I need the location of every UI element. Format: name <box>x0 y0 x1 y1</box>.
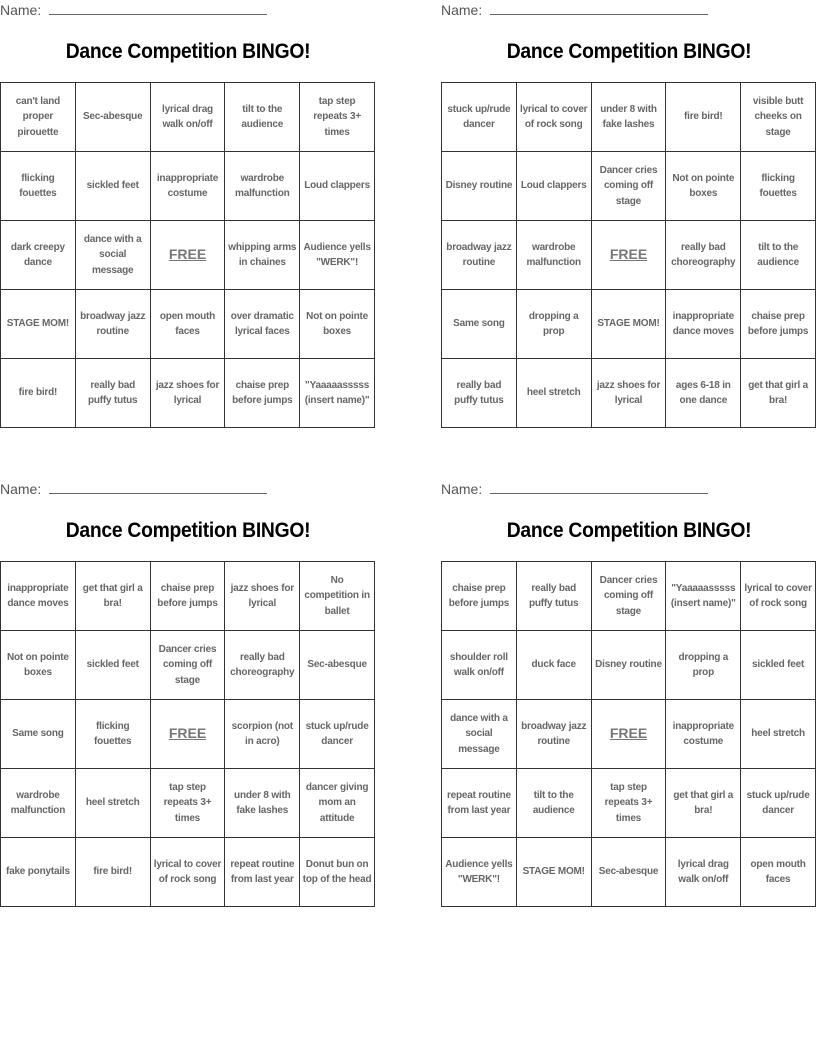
bingo-square: whipping arms in chaines <box>225 221 300 290</box>
bingo-square: inappropriate costume <box>666 700 741 769</box>
bingo-square: really bad puffy tutus <box>75 359 150 428</box>
bingo-square: jazz shoes for lyrical <box>591 359 666 428</box>
bingo-row <box>1 83 375 152</box>
bingo-square: duck face <box>516 631 591 700</box>
name-blank-line[interactable] <box>490 479 708 494</box>
bingo-square: Donut bun on top of the head <box>300 838 375 907</box>
bingo-grid <box>441 82 816 428</box>
name-blank-line[interactable] <box>490 0 708 15</box>
bingo-square: stuck up/rude dancer <box>442 83 517 152</box>
bingo-square: dark creepy dance <box>1 221 76 290</box>
bingo-square: inappropriate costume <box>150 152 225 221</box>
bingo-square: really bad puffy tutus <box>442 359 517 428</box>
bingo-square: lyrical drag walk on/off <box>150 83 225 152</box>
bingo-row <box>1 221 375 290</box>
bingo-square: chaise prep before jumps <box>225 359 300 428</box>
bingo-row <box>1 631 375 700</box>
bingo-square: under 8 with fake lashes <box>225 769 300 838</box>
bingo-square: jazz shoes for lyrical <box>150 359 225 428</box>
bingo-square: broadway jazz routine <box>442 221 517 290</box>
bingo-square: lyrical to cover of rock song <box>150 838 225 907</box>
name-field <box>441 0 708 22</box>
bingo-square: flicking fouettes <box>1 152 76 221</box>
bingo-square: really bad puffy tutus <box>516 562 591 631</box>
bingo-square: heel stretch <box>516 359 591 428</box>
name-label: Name: <box>0 481 46 497</box>
bingo-square: dance with a social message <box>442 700 517 769</box>
bingo-square: STAGE MOM! <box>516 838 591 907</box>
bingo-square: tap step repeats 3+ times <box>591 769 666 838</box>
bingo-square: flicking fouettes <box>75 700 150 769</box>
bingo-square: under 8 with fake lashes <box>591 83 666 152</box>
bingo-square: STAGE MOM! <box>1 290 76 359</box>
bingo-row <box>442 221 816 290</box>
bingo-square: over dramatic lyrical faces <box>225 290 300 359</box>
bingo-square: Not on pointe boxes <box>1 631 76 700</box>
name-label: Name: <box>0 2 46 18</box>
name-field <box>0 0 267 22</box>
bingo-square: inappropriate dance moves <box>666 290 741 359</box>
bingo-square: open mouth faces <box>741 838 816 907</box>
bingo-square: Audience yells "WERK"! <box>442 838 517 907</box>
bingo-square: broadway jazz routine <box>75 290 150 359</box>
bingo-square: stuck up/rude dancer <box>741 769 816 838</box>
name-label: Name: <box>441 2 487 18</box>
bingo-square: get that girl a bra! <box>666 769 741 838</box>
bingo-square: "Yaaaaasssss (insert name)" <box>300 359 375 428</box>
bingo-square: lyrical to cover of rock song <box>741 562 816 631</box>
bingo-square: fake ponytails <box>1 838 76 907</box>
bingo-square: repeat routine from last year <box>225 838 300 907</box>
bingo-row <box>1 290 375 359</box>
bingo-square: Dancer cries coming off stage <box>591 562 666 631</box>
bingo-square: really bad choreography <box>666 221 741 290</box>
card-title: Dance Competition BINGO! <box>65 40 311 63</box>
bingo-row <box>442 631 816 700</box>
bingo-square: Sec-abesque <box>300 631 375 700</box>
bingo-square: dropping a prop <box>666 631 741 700</box>
bingo-square: can't land proper pirouette <box>1 83 76 152</box>
name-label: Name: <box>441 481 487 497</box>
card-title: Dance Competition BINGO! <box>506 519 752 542</box>
bingo-square: Not on pointe boxes <box>666 152 741 221</box>
bingo-square: shoulder roll walk on/off <box>442 631 517 700</box>
bingo-square: lyrical drag walk on/off <box>666 838 741 907</box>
bingo-square: wardrobe malfunction <box>1 769 76 838</box>
bingo-square: lyrical to cover of rock song <box>516 83 591 152</box>
bingo-row <box>1 769 375 838</box>
bingo-square: tilt to the audience <box>741 221 816 290</box>
bingo-square: Sec-abesque <box>591 838 666 907</box>
bingo-square: scorpion (not in acro) <box>225 700 300 769</box>
bingo-square: sickled feet <box>741 631 816 700</box>
bingo-square: get that girl a bra! <box>75 562 150 631</box>
bingo-square: dropping a prop <box>516 290 591 359</box>
bingo-row <box>1 359 375 428</box>
bingo-square: Not on pointe boxes <box>300 290 375 359</box>
bingo-row <box>442 838 816 907</box>
bingo-row <box>1 838 375 907</box>
bingo-row <box>442 152 816 221</box>
bingo-square: really bad choreography <box>225 631 300 700</box>
free-space: FREE <box>591 221 666 290</box>
bingo-square: fire bird! <box>75 838 150 907</box>
bingo-square: jazz shoes for lyrical <box>225 562 300 631</box>
bingo-row <box>442 700 816 769</box>
bingo-row <box>1 562 375 631</box>
bingo-square: tap step repeats 3+ times <box>150 769 225 838</box>
bingo-square: heel stretch <box>741 700 816 769</box>
bingo-square: Dancer cries coming off stage <box>591 152 666 221</box>
bingo-square: chaise prep before jumps <box>741 290 816 359</box>
bingo-row <box>442 359 816 428</box>
bingo-square: heel stretch <box>75 769 150 838</box>
bingo-square: "Yaaaaasssss (insert name)" <box>666 562 741 631</box>
name-blank-line[interactable] <box>49 479 267 494</box>
bingo-square: visible butt cheeks on stage <box>741 83 816 152</box>
bingo-square: get that girl a bra! <box>741 359 816 428</box>
bingo-square: wardrobe malfunction <box>225 152 300 221</box>
bingo-square: Same song <box>442 290 517 359</box>
bingo-square: Loud clappers <box>516 152 591 221</box>
bingo-grid <box>0 561 375 907</box>
bingo-square: ages 6-18 in one dance <box>666 359 741 428</box>
bingo-square: open mouth faces <box>150 290 225 359</box>
bingo-square: tilt to the audience <box>225 83 300 152</box>
free-space: FREE <box>591 700 666 769</box>
bingo-square: Disney routine <box>442 152 517 221</box>
bingo-square: dance with a social message <box>75 221 150 290</box>
card-title: Dance Competition BINGO! <box>65 519 311 542</box>
bingo-square: Loud clappers <box>300 152 375 221</box>
name-field <box>441 479 708 501</box>
free-space: FREE <box>150 221 225 290</box>
bingo-grid <box>441 561 816 907</box>
bingo-square: Audience yells "WERK"! <box>300 221 375 290</box>
bingo-square: tap step repeats 3+ times <box>300 83 375 152</box>
bingo-row <box>1 152 375 221</box>
bingo-square: fire bird! <box>666 83 741 152</box>
bingo-grid <box>0 82 375 428</box>
bingo-square: Disney routine <box>591 631 666 700</box>
bingo-row <box>442 769 816 838</box>
bingo-square: inappropriate dance moves <box>1 562 76 631</box>
free-space: FREE <box>150 700 225 769</box>
bingo-square: No competition in ballet <box>300 562 375 631</box>
name-blank-line[interactable] <box>49 0 267 15</box>
bingo-square: STAGE MOM! <box>591 290 666 359</box>
name-field <box>0 479 267 501</box>
bingo-square: Sec-abesque <box>75 83 150 152</box>
bingo-square: dancer giving mom an attitude <box>300 769 375 838</box>
bingo-square: broadway jazz routine <box>516 700 591 769</box>
bingo-square: repeat routine from last year <box>442 769 517 838</box>
bingo-row <box>442 290 816 359</box>
bingo-square: Dancer cries coming off stage <box>150 631 225 700</box>
bingo-square: sickled feet <box>75 631 150 700</box>
bingo-square: stuck up/rude dancer <box>300 700 375 769</box>
bingo-row <box>442 83 816 152</box>
bingo-square: wardrobe malfunction <box>516 221 591 290</box>
bingo-square: tilt to the audience <box>516 769 591 838</box>
bingo-square: fire bird! <box>1 359 76 428</box>
bingo-row <box>442 562 816 631</box>
bingo-square: flicking fouettes <box>741 152 816 221</box>
bingo-row <box>1 700 375 769</box>
card-title: Dance Competition BINGO! <box>506 40 752 63</box>
bingo-square: Same song <box>1 700 76 769</box>
bingo-square: sickled feet <box>75 152 150 221</box>
bingo-square: chaise prep before jumps <box>150 562 225 631</box>
bingo-square: chaise prep before jumps <box>442 562 517 631</box>
